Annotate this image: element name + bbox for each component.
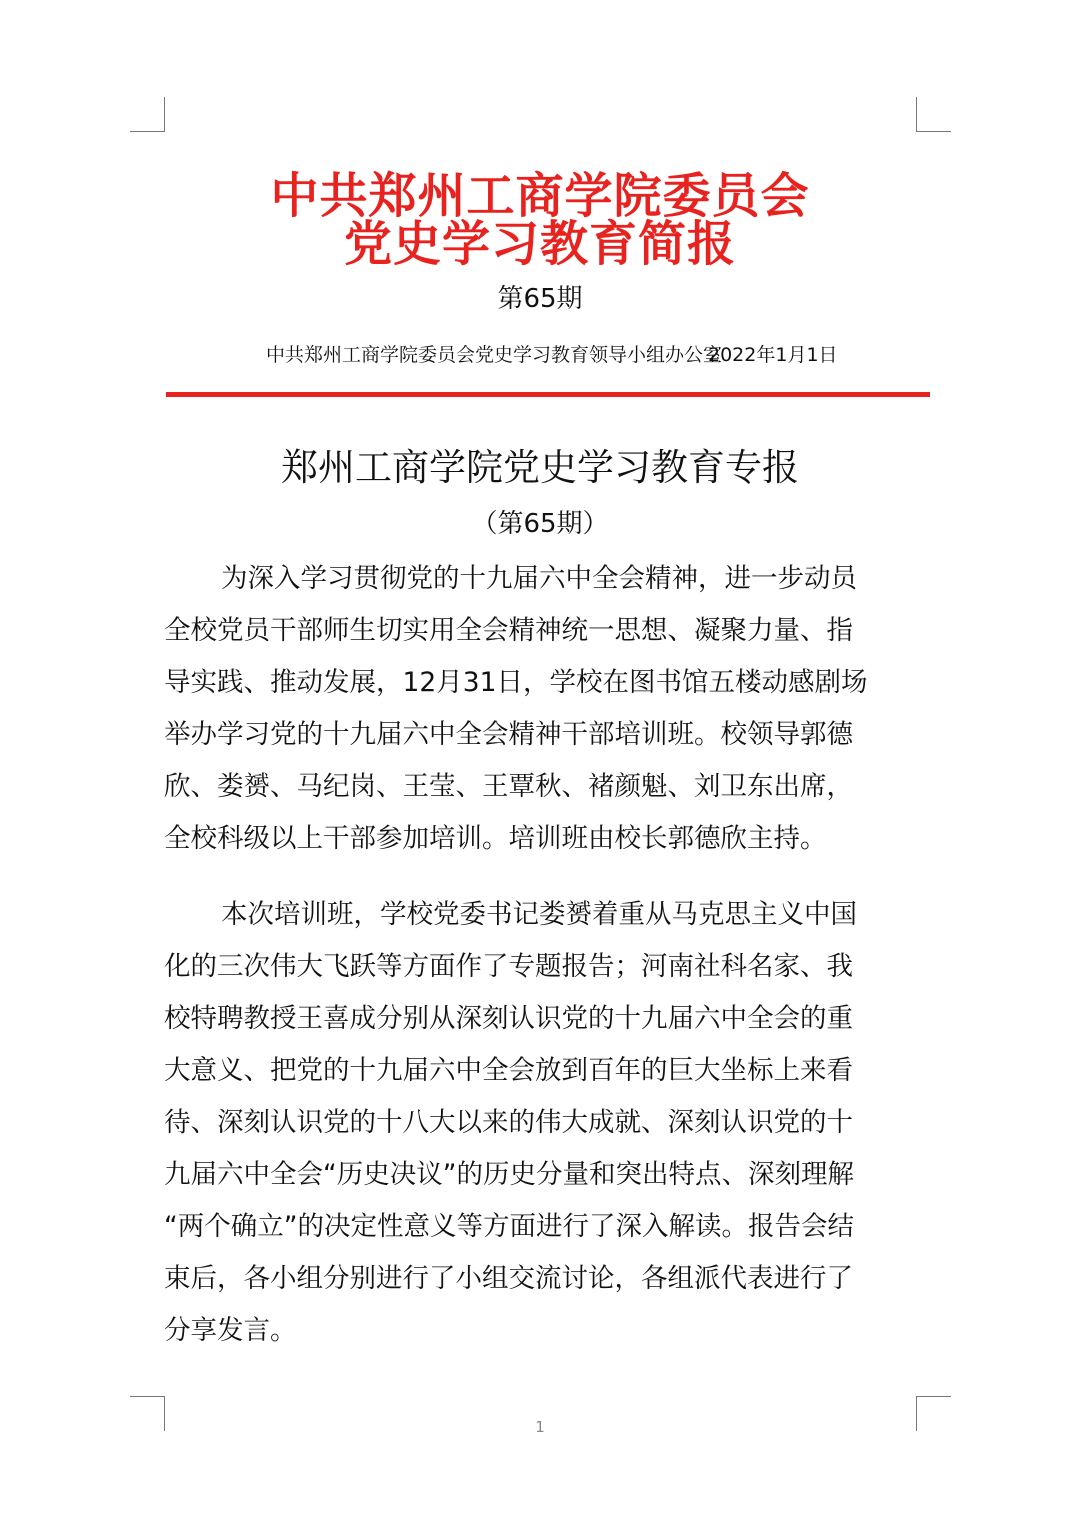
article-title: 郑州工商学院党史学习教育专报: [281, 446, 799, 489]
masthead-line-2: 党史学习教育简报: [343, 216, 736, 272]
text-line: 导实践、推动发展，12月31日，学校在图书馆五楼动感剧场: [164, 667, 868, 698]
text-line: 欣、娄赟、马纪岗、王莹、王覃秋、褚颜魁、刘卫东出席，: [164, 771, 853, 802]
page-number: 1: [535, 1418, 545, 1436]
text-line: 化的三次伟大飞跃等方面作了专题报告；河南社科名家、我: [164, 951, 853, 982]
text-line: 分享发言。: [164, 1315, 297, 1346]
masthead-line-1: 中共郑州工商学院委员会: [270, 168, 810, 224]
text-line: 大意义、把党的十九届六中全会放到百年的巨大坐标上来看: [164, 1055, 853, 1086]
publish-date: 2022年1月1日: [708, 344, 838, 366]
text-line: 待、深刻认识党的十八大以来的伟大成就、深刻认识党的十: [164, 1107, 853, 1138]
text-line: 校特聘教授王喜成分别从深刻认识党的十九届六中全会的重: [164, 1003, 853, 1034]
text-line: 九届六中全会“历史决议”的历史分量和突出特点、深刻理解: [164, 1159, 854, 1190]
masthead-divider: [166, 392, 930, 397]
text-line: 为深入学习贯彻党的十九届六中全会精神，进一步动员: [221, 563, 857, 594]
text-line: 束后，各小组分别进行了小组交流讨论，各组派代表进行了: [164, 1263, 853, 1294]
office-name: 中共郑州工商学院委员会党史学习教育领导小组办公室: [266, 344, 723, 366]
text-line: “两个确立”的决定性意义等方面进行了深入解读。报告会结: [164, 1211, 854, 1242]
text-line: 全校科级以上干部参加培训。培训班由校长郭德欣主持。: [164, 823, 827, 854]
article-subtitle: （第65期）: [471, 509, 609, 539]
crop-mark-top-left: [130, 97, 165, 132]
paragraph-1: [164, 553, 916, 865]
text-line: 本次培训班，学校党委书记娄赟着重从马克思主义中国: [221, 899, 857, 930]
text-line: 举办学习党的十九届六中全会精神干部培训班。校领导郭德: [164, 719, 853, 750]
text-line: 全校党员干部师生切实用全会精神统一思想、凝聚力量、指: [164, 615, 853, 646]
masthead: [0, 168, 1080, 272]
issue-number: 第65期: [497, 284, 583, 314]
crop-mark-top-right: [916, 97, 951, 132]
office-line: [0, 340, 1080, 370]
paragraph-2: [164, 889, 916, 1357]
